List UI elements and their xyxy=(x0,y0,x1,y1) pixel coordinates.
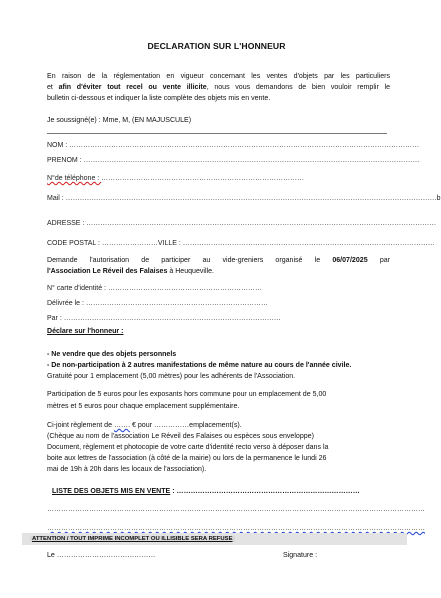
payment-line-5: mai de 19h à 20h dans les locaux de l'association). xyxy=(47,466,207,473)
objects-list-line-2[interactable]: ……………………………………………………………………………………………………………………………………………… xyxy=(47,506,425,513)
payment-line-4: boite aux lettres de l'association (à côté de la mairie) ou lors de la permanence le lundi 26 xyxy=(47,455,327,462)
page-title: DECLARATION SUR L'HONNEUR xyxy=(147,41,286,51)
objects-list-line-3[interactable]: ……………………………………………………………………………………………………………………………………………… xyxy=(47,525,425,532)
mail-field[interactable]: Mail : ……………………………………………………………………………………………………………………………………………b xyxy=(47,195,441,202)
carte-identite-field[interactable]: N° carte d'identité : ………………………………………………………… xyxy=(47,285,262,292)
code-postal-ville-field[interactable]: CODE POSTAL : ……………………VILLE : ……………………………………………………………………………………………… xyxy=(47,240,435,247)
nom-field[interactable]: NOM : …………………………………………………………………………………………………………………………………… xyxy=(47,142,420,149)
event-date: 06/07/2025 xyxy=(332,257,368,264)
participation-line-2: mètres et 5 euros pour chaque emplacement supplémentaire. xyxy=(47,403,240,410)
objects-list-heading: LISTE DES OBJETS MIS EN VENTE : …………………………………………………………………… xyxy=(52,488,360,495)
date-le-field[interactable]: Le …………………………………… xyxy=(47,552,156,559)
intro-line-2: et afin d'éviter tout recel ou vente illicite, nous vous demandons de bien vouloir remplir le xyxy=(47,84,390,91)
signature-label: Signature : xyxy=(283,552,318,559)
par-field[interactable]: Par : ………………………………………………………………………………… xyxy=(47,315,281,322)
bullet-personal-objects: - Ne vendre que des objets personnels xyxy=(47,351,177,358)
adresse-field[interactable]: ADRESSE : …………………………………………………………………………………………………………………………………… xyxy=(47,220,437,227)
undersigned-line: Je soussigné(e) : Mme, M, (EN MAJUSCULE) xyxy=(47,117,192,124)
telephone-field[interactable]: N°de téléphone : …………………………………………………………………………… xyxy=(47,175,305,182)
intro-line-1: En raison de la réglementation en vigueur concernant les ventes d'objets par les particuliers xyxy=(47,73,390,80)
payment-line-1: Ci-joint règlement de ……. € pour ……………emplacement(s). xyxy=(47,422,242,429)
free-spot-line: Gratuité pour 1 emplacement (5,00 mètres) pour les adhérents de l'Association. xyxy=(47,373,296,380)
intro-line-3: bulletin ci-dessous et indiquer la liste complète des objets mis en vente. xyxy=(47,95,271,102)
attention-notice: ATTENTION / TOUT IMPRIME INCOMPLET OU ILLISIBLE SERA REFUSE xyxy=(32,536,233,542)
bullet-non-participation: - De non-participation à 2 autres manifestations de même nature au cours de l'année civile. xyxy=(47,362,352,369)
participation-line-1: Participation de 5 euros pour les exposants hors commune pour un emplacement de 5,00 xyxy=(47,391,327,398)
prenom-field[interactable]: PRENOM : ……………………………………………………………………………………………………………………………… xyxy=(47,157,420,164)
delivree-le-field[interactable]: Délivrée le : …………………………………………………………………… xyxy=(47,300,268,307)
separator-line xyxy=(47,133,387,134)
payment-amount-blank[interactable]: ……. xyxy=(113,422,131,429)
intro-bold-warning: afin d'éviter tout recel ou vente illicite xyxy=(58,84,207,91)
request-line-1: Demande l'autorisation de participer au vide-greniers organisé le 06/07/2025 par xyxy=(47,257,391,264)
association-name: Association Le Réveil des Falaises xyxy=(50,268,168,275)
telephone-label: N°de téléphone : xyxy=(47,175,102,182)
payment-line-2: (Chèque au nom de l'association Le Réveil des Falaises ou espèces sous enveloppe) xyxy=(47,433,314,440)
declare-heading: Déclare sur l'honneur : xyxy=(47,328,124,335)
request-line-2: l'Association Le Réveil des Falaises à Heuqueville. xyxy=(47,268,214,275)
payment-line-3: Document, règlement et photocopie de votre carte d'identité recto verso à déposer dans la xyxy=(47,444,329,451)
